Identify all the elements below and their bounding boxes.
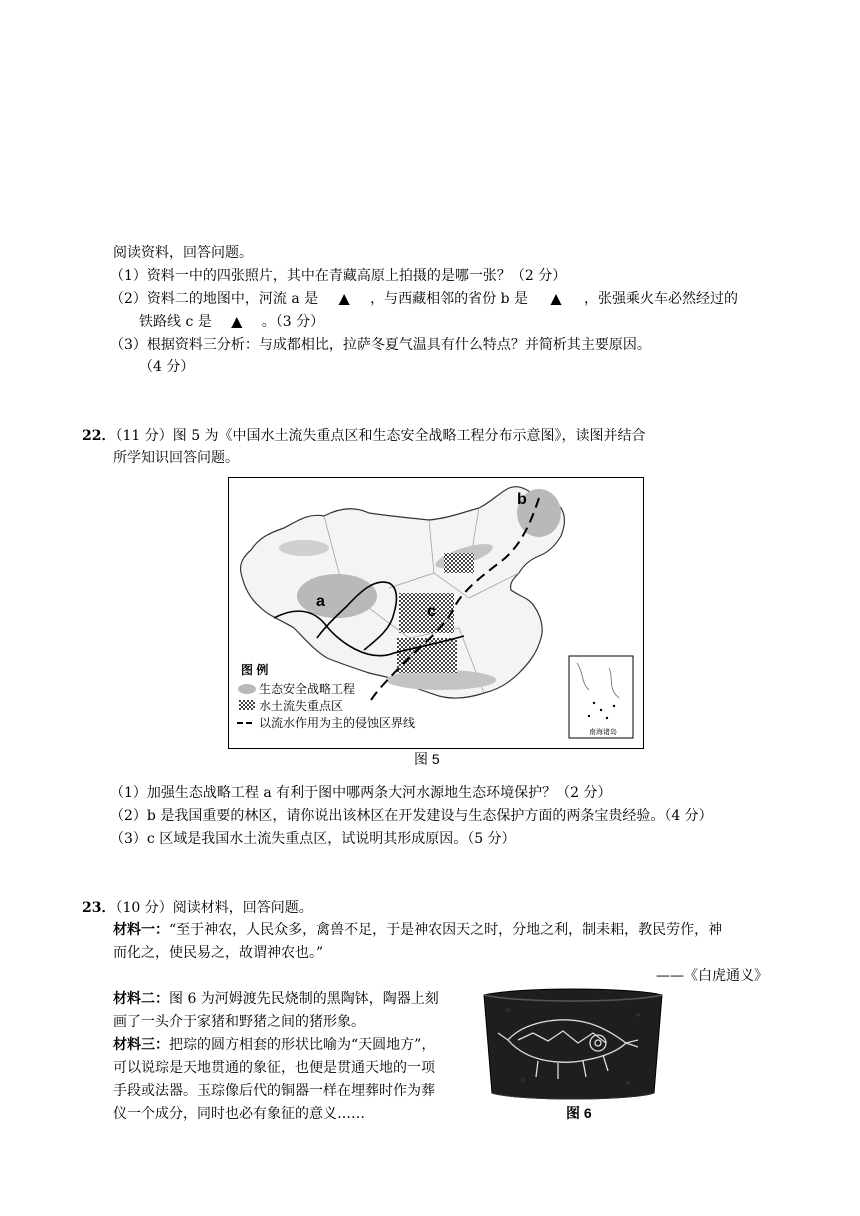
q22-number: 22． — [82, 428, 116, 444]
q23-material3-line3: 手段或法器。玉琮像后代的铜器一样在埋葬时作为葬 — [113, 1083, 435, 1099]
q23-material3-line4: 仪一个成分，同时也必有象征的意义…… — [113, 1106, 365, 1122]
q21-subq1: （1）资料一中的四张照片，其中在青藏高原上拍摄的是哪一张？（2 分） — [110, 268, 567, 284]
erosion-zone-south — [397, 638, 457, 673]
q23-material3-line1 — [113, 1035, 435, 1055]
material1-label: 材料一： — [113, 922, 169, 938]
map-label-b: b — [517, 491, 527, 508]
q21-intro: 阅读资料，回答问题。 — [113, 245, 253, 261]
q22-stem-line1 — [82, 426, 646, 446]
material3-label: 材料三： — [113, 1037, 169, 1053]
q23-material2-line2: 画了一头介于家猪和野猪之间的猪形象。 — [113, 1014, 365, 1030]
legend-item-eco: 生态安全战略工程 — [259, 682, 356, 696]
legend-title: 图 例 — [241, 663, 269, 677]
answer-blank-a: ▲ — [338, 291, 350, 307]
q23-stem — [82, 898, 313, 918]
q23-material1-line1 — [113, 920, 722, 940]
south-sea-inset — [569, 656, 633, 738]
q22-subq2: （2）b 是我国重要的林区，请你说出该林区在开发建设与生态保护方面的两条宝贵经验。（4 分） — [110, 808, 713, 824]
q22-subq1: （1）加强生态战略工程 a 有利于图中哪两条大河水源地生态环境保护？（2 分） — [110, 785, 612, 801]
map-label-c: c — [427, 603, 436, 620]
q21-subq3-score: （4 分） — [139, 359, 195, 375]
black-pottery-bowl-image — [478, 985, 668, 1103]
china-map-figure — [229, 478, 643, 748]
answer-blank-c: ▲ — [231, 314, 243, 330]
china-erosion-map — [228, 477, 644, 749]
q21-subq2-text-c: ，张强乘火车必然经过的 — [584, 291, 739, 307]
q22-subq3: （3）c 区域是我国水土流失重点区，试说明其形成原因。（5 分） — [110, 831, 516, 847]
material1-source: ——《白虎通义》 — [656, 968, 768, 984]
figure5-caption: 图 5 — [414, 751, 440, 767]
inset-label: 南海诸岛 — [589, 729, 617, 736]
q21-subq2-text-b: ，与西藏相邻的省份 b 是 — [370, 291, 529, 307]
q21-subq2-line1 — [110, 289, 738, 309]
q22-stem-line2: 所学知识回答问题。 — [113, 450, 239, 466]
figure6-caption: 图 6 — [566, 1105, 592, 1121]
map-label-a: a — [316, 593, 325, 610]
material2-label: 材料二： — [113, 991, 169, 1007]
q23-material2-line1 — [113, 989, 439, 1009]
q21-subq2-text-e: 。（3 分） — [261, 314, 325, 330]
q23-material1-line2: 而化之，使民易之，故谓神农也。” — [113, 945, 324, 961]
q23-stem-text: （10 分）阅读材料，回答问题。 — [115, 900, 313, 916]
q23-material3-line2: 可以说琮是天地贯通的象征，也便是贯通天地的一项 — [113, 1060, 435, 1076]
q22-stem-text: （11 分）图 5 为《中国水土流失重点区和生态安全战略工程分布示意图》，读图并结合 — [115, 428, 646, 444]
eco-project-west — [279, 540, 329, 556]
pottery-figure — [478, 985, 668, 1103]
eco-project-a — [297, 574, 377, 618]
material1-text1: “至于神农，人民众多，禽兽不足，于是神农因天之时，分地之利，制耒耜，教民劳作，神 — [169, 922, 723, 938]
q21-subq2-text-a: （2）资料二的地图中，河流 a 是 — [110, 291, 319, 307]
legend-eco-swatch — [238, 684, 256, 694]
answer-blank-b: ▲ — [550, 291, 562, 307]
legend-item-boundary: 以流水作用为主的侵蚀区界线 — [259, 716, 416, 730]
legend-erosion-swatch — [239, 700, 255, 710]
legend-item-erosion: 水土流失重点区 — [259, 699, 344, 713]
q21-subq3: （3）根据资料三分析：与成都相比，拉萨冬夏气温具有什么特点？并简析其主要原因。 — [110, 337, 651, 353]
material2-text1: 图 6 为河姆渡先民烧制的黑陶钵，陶器上刻 — [169, 991, 439, 1007]
material3-text1: 把琮的圆方相套的形状比喻为“天圆地方”， — [169, 1037, 436, 1053]
q21-subq2-line2 — [139, 312, 324, 332]
q21-subq2-text-d: 铁路线 c 是 — [139, 314, 212, 330]
erosion-zone-north — [444, 553, 474, 573]
q23-number: 23． — [82, 900, 116, 916]
